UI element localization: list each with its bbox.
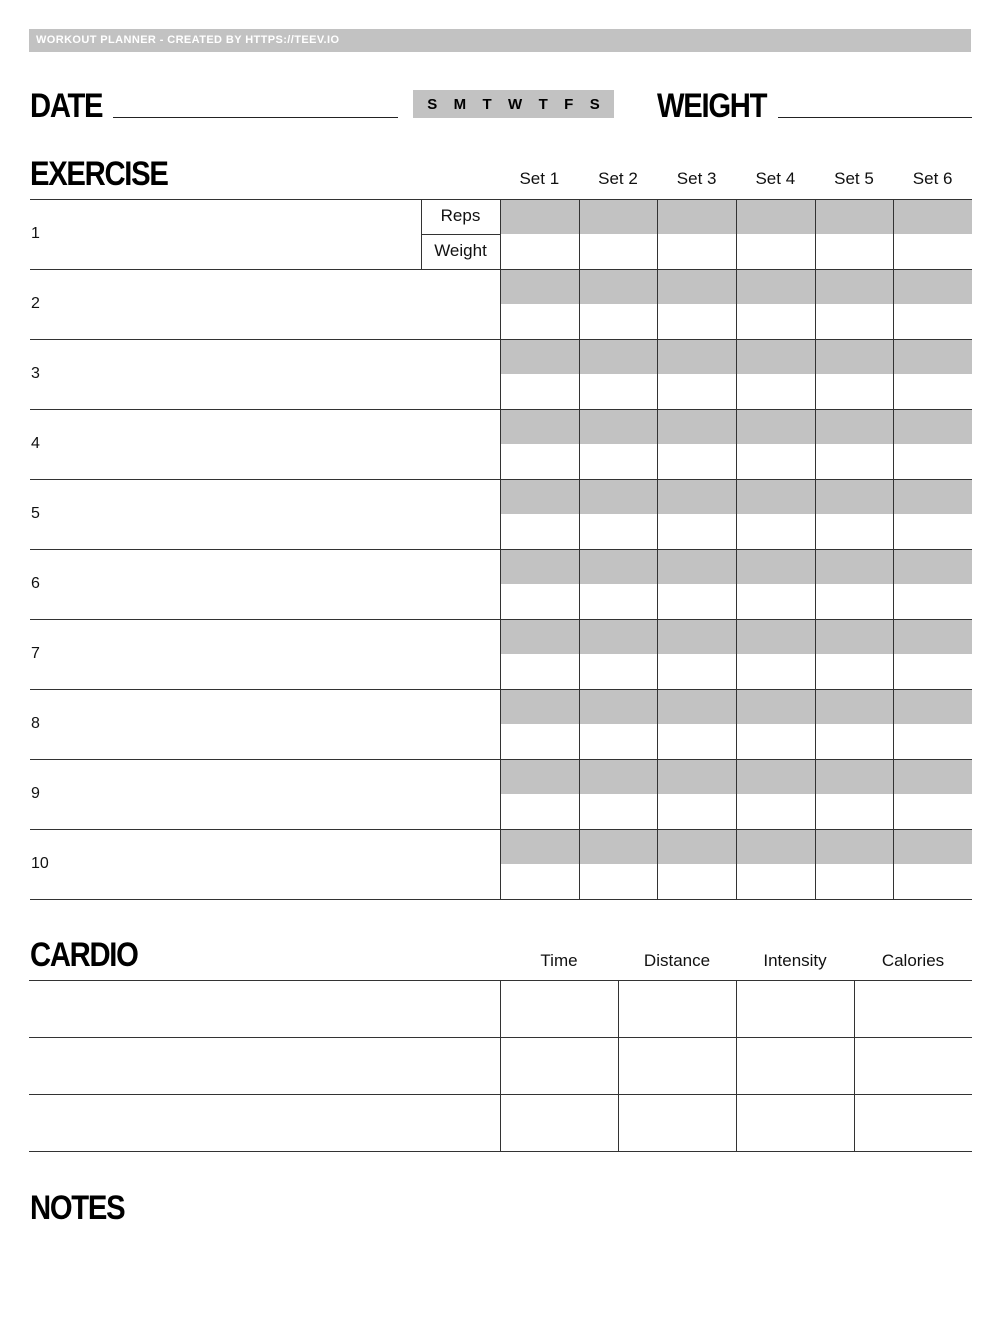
set-header-1: Set 1 [519,169,560,188]
reps-cell[interactable] [737,620,814,653]
weight-cell[interactable] [658,235,735,268]
weight-cell[interactable] [658,865,735,898]
reps-cell[interactable] [580,830,657,863]
weight-cell[interactable] [894,515,971,548]
reps-cell[interactable] [816,690,893,723]
exercise-name-field[interactable] [40,201,410,267]
reps-cell[interactable] [894,830,971,863]
reps-cell[interactable] [580,200,657,233]
cardio-cell[interactable] [737,981,853,1036]
reps-cell[interactable] [658,270,735,303]
weight-cell[interactable] [501,305,578,338]
reps-cell[interactable] [894,340,971,373]
reps-cell[interactable] [737,410,814,443]
cardio-row-divider [29,1151,972,1152]
cardio-cell[interactable] [619,981,735,1036]
reps-cell[interactable] [658,690,735,723]
planner-banner: WORKOUT PLANNER - CREATED BY HTTPS://TEEV.IO [29,29,971,52]
notes-title: NOTES [30,1189,125,1227]
weight-field[interactable] [778,117,972,118]
reps-cell[interactable] [501,830,578,863]
set-header-2: Set 2 [598,169,638,188]
cardio-cell[interactable] [737,1038,853,1093]
set-column-divider [579,199,580,899]
reps-cell[interactable] [658,410,735,443]
weight-cell[interactable] [580,235,657,268]
reps-cell[interactable] [816,830,893,863]
weight-cell[interactable] [737,795,814,828]
day-0[interactable]: S [427,95,438,113]
exercise-row-number: 4 [31,435,40,452]
reps-cell[interactable] [501,760,578,793]
set-column-divider [500,199,501,899]
weight-cell[interactable] [737,725,814,758]
weight-cell[interactable] [816,585,893,618]
exercise-name-field[interactable] [40,481,410,547]
cardio-header-time: Time [540,951,578,970]
set-column-divider [657,199,658,899]
weight-cell[interactable] [658,725,735,758]
reps-cell[interactable] [501,340,578,373]
reps-cell[interactable] [816,480,893,513]
weight-cell[interactable] [816,725,893,758]
weight-cell[interactable] [580,585,657,618]
reps-cell[interactable] [816,760,893,793]
exercise-name-field[interactable] [40,411,410,477]
cardio-header-intensity: Intensity [763,951,827,970]
weight-cell[interactable] [580,305,657,338]
weight-cell[interactable] [894,375,971,408]
weight-label: WEIGHT [657,87,767,125]
reps-cell[interactable] [580,480,657,513]
reps-cell[interactable] [737,270,814,303]
cardio-cell[interactable] [737,1095,853,1150]
weight-cell[interactable] [658,445,735,478]
exercise-name-field[interactable] [40,831,410,897]
cardio-header-calories: Calories [881,951,945,970]
cardio-cell[interactable] [501,1038,617,1093]
reps-cell[interactable] [737,340,814,373]
reps-cell[interactable] [894,690,971,723]
weight-cell[interactable] [737,235,814,268]
cardio-cell[interactable] [855,981,971,1036]
cardio-activity-field[interactable] [32,1039,492,1092]
cardio-cell[interactable] [501,981,617,1036]
weight-cell[interactable] [737,865,814,898]
label-row-divider [421,234,500,235]
set-column-divider [736,199,737,899]
weight-cell[interactable] [501,445,578,478]
exercise-row-divider [30,899,972,900]
weight-cell[interactable] [501,515,578,548]
cardio-activity-field[interactable] [32,1096,492,1149]
reps-cell[interactable] [501,550,578,583]
reps-cell[interactable] [737,550,814,583]
reps-cell[interactable] [580,340,657,373]
day-6[interactable]: S [589,95,600,113]
exercise-title: EXERCISE [30,155,168,193]
reps-cell[interactable] [816,410,893,443]
reps-cell[interactable] [737,760,814,793]
day-4[interactable]: T [538,95,548,113]
exercise-row-number: 10 [31,855,49,872]
weight-row-label: Weight [434,241,487,260]
reps-cell[interactable] [580,270,657,303]
set-header-4: Set 4 [755,169,796,188]
reps-cell[interactable] [658,200,735,233]
weight-cell[interactable] [737,445,814,478]
exercise-row-number: 1 [31,225,40,242]
weight-cell[interactable] [816,375,893,408]
reps-cell[interactable] [816,550,893,583]
cardio-cell[interactable] [619,1095,735,1150]
reps-cell[interactable] [658,480,735,513]
weight-cell[interactable] [501,795,578,828]
exercise-row-number: 2 [31,295,40,312]
reps-cell[interactable] [501,270,578,303]
weight-cell[interactable] [894,865,971,898]
exercise-row-number: 6 [31,575,40,592]
reps-cell[interactable] [658,760,735,793]
weight-cell[interactable] [816,655,893,688]
weight-cell[interactable] [658,795,735,828]
reps-cell[interactable] [816,270,893,303]
exercise-name-field[interactable] [40,551,410,617]
set-column-divider [893,199,894,899]
day-5[interactable]: F [564,95,574,113]
weight-cell[interactable] [894,445,971,478]
exercise-name-field[interactable] [40,621,410,687]
weight-cell[interactable] [894,655,971,688]
weight-cell[interactable] [501,375,578,408]
reps-cell[interactable] [816,200,893,233]
notes-area[interactable] [30,1232,972,1322]
day-3[interactable]: W [508,95,523,113]
weight-cell[interactable] [658,515,735,548]
reps-cell[interactable] [816,340,893,373]
exercise-row-number: 8 [31,715,40,732]
reps-cell[interactable] [580,760,657,793]
exercise-row-number: 7 [31,645,40,662]
day-2[interactable]: T [482,95,492,113]
weight-cell[interactable] [737,305,814,338]
reps-cell[interactable] [501,480,578,513]
cardio-cell[interactable] [855,1095,971,1150]
reps-cell[interactable] [737,200,814,233]
set-header-6: Set 6 [912,169,953,188]
reps-cell[interactable] [580,620,657,653]
reps-cell[interactable] [658,340,735,373]
reps-cell[interactable] [894,410,971,443]
reps-cell[interactable] [501,620,578,653]
weight-cell[interactable] [501,865,578,898]
weight-cell[interactable] [737,515,814,548]
reps-cell[interactable] [580,550,657,583]
weight-cell[interactable] [580,655,657,688]
weight-cell[interactable] [894,235,971,268]
weight-cell[interactable] [816,865,893,898]
weight-cell[interactable] [816,235,893,268]
weight-cell[interactable] [501,725,578,758]
reps-cell[interactable] [894,480,971,513]
reps-cell[interactable] [737,480,814,513]
weight-cell[interactable] [580,445,657,478]
cardio-cell[interactable] [855,1038,971,1093]
weight-cell[interactable] [894,795,971,828]
weight-cell[interactable] [894,585,971,618]
cardio-cell[interactable] [501,1095,617,1150]
weight-cell[interactable] [580,795,657,828]
set-column-divider [815,199,816,899]
weight-cell[interactable] [894,725,971,758]
reps-cell[interactable] [737,830,814,863]
weight-cell[interactable] [658,375,735,408]
reps-cell[interactable] [816,620,893,653]
weight-cell[interactable] [501,235,578,268]
weight-cell[interactable] [816,445,893,478]
reps-cell[interactable] [894,760,971,793]
reps-cell[interactable] [580,410,657,443]
reps-cell[interactable] [501,410,578,443]
reps-cell[interactable] [658,830,735,863]
cardio-cell[interactable] [619,1038,735,1093]
date-field[interactable] [113,117,398,118]
exercise-row-number: 3 [31,365,40,382]
reps-cell[interactable] [658,620,735,653]
exercise-row-number: 9 [31,785,40,802]
reps-cell[interactable] [894,550,971,583]
weight-cell[interactable] [737,655,814,688]
weight-cell[interactable] [501,655,578,688]
weight-cell[interactable] [658,305,735,338]
exercise-name-field[interactable] [40,761,410,827]
weight-cell[interactable] [816,305,893,338]
reps-label: Reps [440,206,481,225]
weight-cell[interactable] [580,375,657,408]
cardio-activity-field[interactable] [32,982,492,1035]
day-selector [413,90,614,118]
weight-cell[interactable] [737,585,814,618]
reps-cell[interactable] [737,690,814,723]
reps-cell[interactable] [501,200,578,233]
weight-cell[interactable] [658,585,735,618]
date-label: DATE [30,87,103,125]
cardio-header-distance: Distance [643,951,711,970]
cardio-title: CARDIO [30,936,138,974]
weight-cell[interactable] [580,515,657,548]
weight-cell[interactable] [501,585,578,618]
reps-cell[interactable] [894,200,971,233]
exercise-name-field[interactable] [40,271,410,337]
reps-cell[interactable] [658,550,735,583]
weight-cell[interactable] [894,305,971,338]
exercise-row-number: 5 [31,505,40,522]
reps-cell[interactable] [894,270,971,303]
reps-cell[interactable] [580,690,657,723]
reps-cell[interactable] [894,620,971,653]
weight-cell[interactable] [816,795,893,828]
weight-cell[interactable] [580,725,657,758]
exercise-name-field[interactable] [40,691,410,757]
weight-cell[interactable] [737,375,814,408]
exercise-name-field[interactable] [40,341,410,407]
set-header-5: Set 5 [834,169,874,188]
weight-cell[interactable] [658,655,735,688]
weight-cell[interactable] [816,515,893,548]
reps-cell[interactable] [501,690,578,723]
set-header-3: Set 3 [676,169,717,188]
weight-cell[interactable] [580,865,657,898]
day-1[interactable]: M [453,95,467,113]
